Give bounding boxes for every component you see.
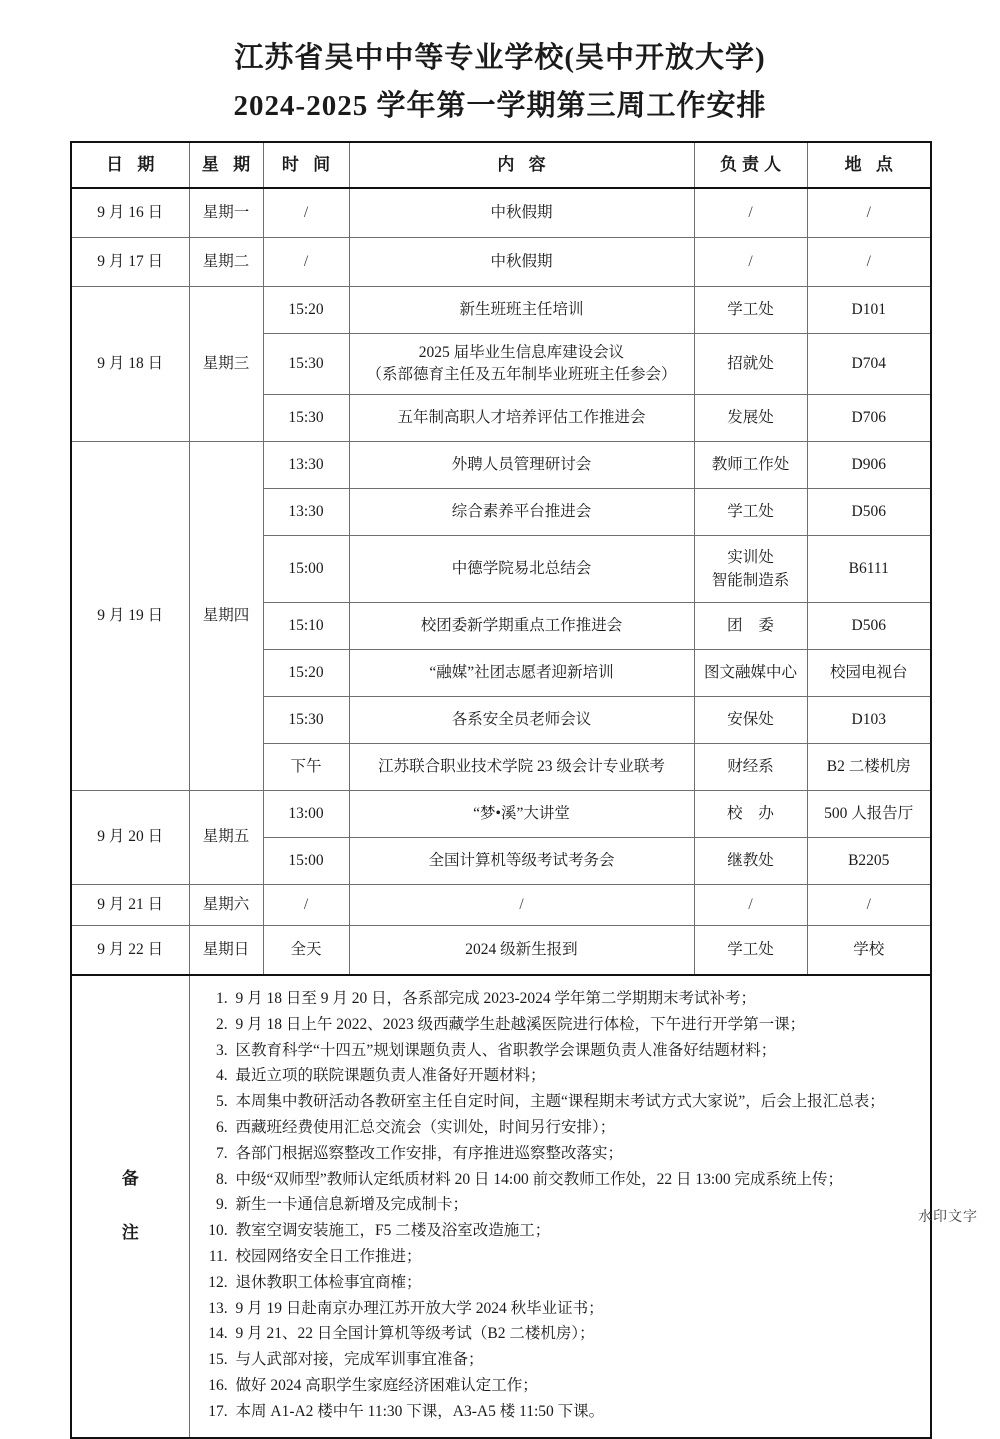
cell-owner-text: 校 办: [727, 804, 780, 822]
table-row: [71, 885, 931, 926]
cell-owner-text: 团 委: [727, 616, 780, 634]
cell-place: /: [807, 885, 931, 926]
remark-item: 13. 9 月 19 日赴南京办理江苏开放大学 2024 秋毕业证书；: [232, 1296, 919, 1322]
table-row: [71, 791, 931, 838]
remark-item: 11. 校园网络安全日工作推进；: [232, 1244, 919, 1270]
header-content: 内 容: [349, 142, 694, 188]
cell-content: 2024 级新生报到: [349, 926, 694, 976]
cell-date: 9 月 19 日: [71, 442, 189, 791]
cell-weekday: 星期二: [189, 238, 263, 287]
cell-time: 15:30: [263, 334, 349, 395]
cell-content: /: [349, 885, 694, 926]
remark-item: 17. 本周 A1-A2 楼中午 11:30 下课，A3-A5 楼 11:50 下课。: [232, 1399, 919, 1425]
remark-item: 15. 与人武部对接，完成军训事宜准备；: [232, 1347, 919, 1373]
cell-place: 500 人报告厅: [807, 791, 931, 838]
remarks-row: [71, 975, 931, 1438]
cell-time: 15:30: [263, 697, 349, 744]
cell-place: D103: [807, 697, 931, 744]
cell-place: D506: [807, 603, 931, 650]
cell-weekday: 星期五: [189, 791, 263, 885]
remarks-label-char-1: 备: [121, 1169, 139, 1189]
cell-content-line-2: （系部德育主任及五年制毕业班班主任参会）: [366, 366, 677, 383]
cell-owner: [694, 536, 807, 603]
cell-place: /: [807, 238, 931, 287]
cell-weekday: 星期六: [189, 885, 263, 926]
cell-content: 江苏联合职业技术学院 23 级会计专业联考: [349, 744, 694, 791]
header-time: 时 间: [263, 142, 349, 188]
cell-content: 综合素养平台推进会: [349, 489, 694, 536]
cell-date: 9 月 16 日: [71, 188, 189, 238]
remarks-content: [189, 975, 931, 1438]
cell-place: /: [807, 188, 931, 238]
cell-time: 13:30: [263, 442, 349, 489]
cell-owner: [694, 603, 807, 650]
cell-date: 9 月 18 日: [71, 287, 189, 442]
cell-place: D906: [807, 442, 931, 489]
remark-item: 5. 本周集中教研活动各教研室主任自定时间，主题“课程期末考试方式大家说”，后会上报汇总表；: [232, 1089, 919, 1115]
remarks-label-char-2: 注: [121, 1223, 139, 1243]
remark-item: 6. 西藏班经费使用汇总交流会（实训处，时间另行安排）；: [232, 1115, 919, 1141]
cell-owner-line-1: 实训处: [727, 548, 774, 566]
cell-time: 13:30: [263, 489, 349, 536]
cell-content: 中秋假期: [349, 188, 694, 238]
document-title-block: [0, 34, 1000, 130]
page-title-line-2: 2024-2025 学年第一学期第三周工作安排: [233, 90, 767, 122]
header-owner: 负责人: [694, 142, 807, 188]
cell-place: 学校: [807, 926, 931, 976]
remark-item: 8. 中级“双师型”教师认定纸质材料 20 日 14:00 前交教师工作处，22 日 13:00 完成系统上传；: [232, 1167, 919, 1193]
cell-time: 15:20: [263, 287, 349, 334]
cell-weekday: 星期三: [189, 287, 263, 442]
cell-content: “梦•溪”大讲堂: [349, 791, 694, 838]
cell-time: /: [263, 885, 349, 926]
cell-content: 新生班班主任培训: [349, 287, 694, 334]
cell-owner-line-2: 智能制造系: [711, 572, 790, 589]
remark-item: 2. 9 月 18 日上午 2022、2023 级西藏学生赴越溪医院进行体检，下午进行开学第一课；: [232, 1012, 919, 1038]
header-place: 地 点: [807, 142, 931, 188]
schedule-body: [71, 188, 931, 1438]
cell-content: [349, 334, 694, 395]
table-row: [71, 188, 931, 238]
weekly-schedule-table: [70, 141, 932, 1439]
cell-owner: 继教处: [694, 838, 807, 885]
header-weekday: 星 期: [189, 142, 263, 188]
cell-owner: /: [694, 188, 807, 238]
cell-content: 各系安全员老师会议: [349, 697, 694, 744]
cell-content: 中德学院易北总结会: [349, 536, 694, 603]
cell-date: 9 月 22 日: [71, 926, 189, 976]
cell-owner: /: [694, 885, 807, 926]
cell-date: 9 月 20 日: [71, 791, 189, 885]
remark-item: 16. 做好 2024 高职学生家庭经济困难认定工作；: [232, 1373, 919, 1399]
cell-place: D506: [807, 489, 931, 536]
cell-time: /: [263, 188, 349, 238]
remark-item: 3. 区教育科学“十四五”规划课题负责人、省职教学会课题负责人准备好结题材料；: [232, 1038, 919, 1064]
cell-owner: 图文融媒中心: [694, 650, 807, 697]
cell-time: 15:00: [263, 536, 349, 603]
cell-place: B2 二楼机房: [807, 744, 931, 791]
remark-item: 4. 最近立项的联院课题负责人准备好开题材料；: [232, 1063, 919, 1089]
cell-owner: 安保处: [694, 697, 807, 744]
cell-date: 9 月 21 日: [71, 885, 189, 926]
cell-owner: [694, 791, 807, 838]
cell-owner: 学工处: [694, 926, 807, 976]
table-header-row: [71, 142, 931, 188]
cell-time: /: [263, 238, 349, 287]
remark-item: 7. 各部门根据巡察整改工作安排，有序推进巡察整改落实；: [232, 1141, 919, 1167]
remarks-list: [202, 986, 919, 1425]
watermark-text: 水印文字: [918, 1210, 978, 1225]
remark-item: 1. 9 月 18 日至 9 月 20 日，各系部完成 2023-2024 学年第二学期期末考试补考；: [232, 986, 919, 1012]
remark-item: 9. 新生一卡通信息新增及完成制卡；: [232, 1192, 919, 1218]
cell-content: 五年制高职人才培养评估工作推进会: [349, 395, 694, 442]
cell-weekday: 星期四: [189, 442, 263, 791]
cell-content: 中秋假期: [349, 238, 694, 287]
table-row: [71, 442, 931, 489]
cell-date: 9 月 17 日: [71, 238, 189, 287]
cell-time: 13:00: [263, 791, 349, 838]
header-date: 日 期: [71, 142, 189, 188]
cell-time: 15:00: [263, 838, 349, 885]
cell-content: 校团委新学期重点工作推进会: [349, 603, 694, 650]
cell-place: D101: [807, 287, 931, 334]
cell-owner: 财经系: [694, 744, 807, 791]
cell-owner: /: [694, 238, 807, 287]
remark-item: 10. 教室空调安装施工，F5 二楼及浴室改造施工；: [232, 1218, 919, 1244]
cell-place: D706: [807, 395, 931, 442]
table-row: [71, 287, 931, 334]
cell-time: 下午: [263, 744, 349, 791]
cell-content: 外聘人员管理研讨会: [349, 442, 694, 489]
cell-weekday: 星期一: [189, 188, 263, 238]
cell-owner: 发展处: [694, 395, 807, 442]
cell-owner: 教师工作处: [694, 442, 807, 489]
remark-item: 14. 9 月 21、22 日全国计算机等级考试（B2 二楼机房）；: [232, 1321, 919, 1347]
cell-owner: 学工处: [694, 489, 807, 536]
cell-place: B2205: [807, 838, 931, 885]
cell-content-line-1: 2025 届毕业生信息库建设会议: [418, 343, 625, 361]
table-row: [71, 238, 931, 287]
cell-weekday: 星期日: [189, 926, 263, 976]
cell-owner: 学工处: [694, 287, 807, 334]
cell-time: 15:30: [263, 395, 349, 442]
cell-place: 校园电视台: [807, 650, 931, 697]
remark-item: 12. 退休教职工体检事宜商榷；: [232, 1270, 919, 1296]
page-title-line-1: 江苏省吴中中等专业学校(吴中开放大学): [234, 42, 766, 74]
cell-place: B6111: [807, 536, 931, 603]
cell-time: 全天: [263, 926, 349, 976]
cell-content: “融媒”社团志愿者迎新培训: [349, 650, 694, 697]
cell-owner: 招就处: [694, 334, 807, 395]
remarks-label: [71, 975, 189, 1438]
table-row: [71, 926, 931, 976]
cell-time: 15:10: [263, 603, 349, 650]
cell-time: 15:20: [263, 650, 349, 697]
cell-content: 全国计算机等级考试考务会: [349, 838, 694, 885]
cell-place: D704: [807, 334, 931, 395]
